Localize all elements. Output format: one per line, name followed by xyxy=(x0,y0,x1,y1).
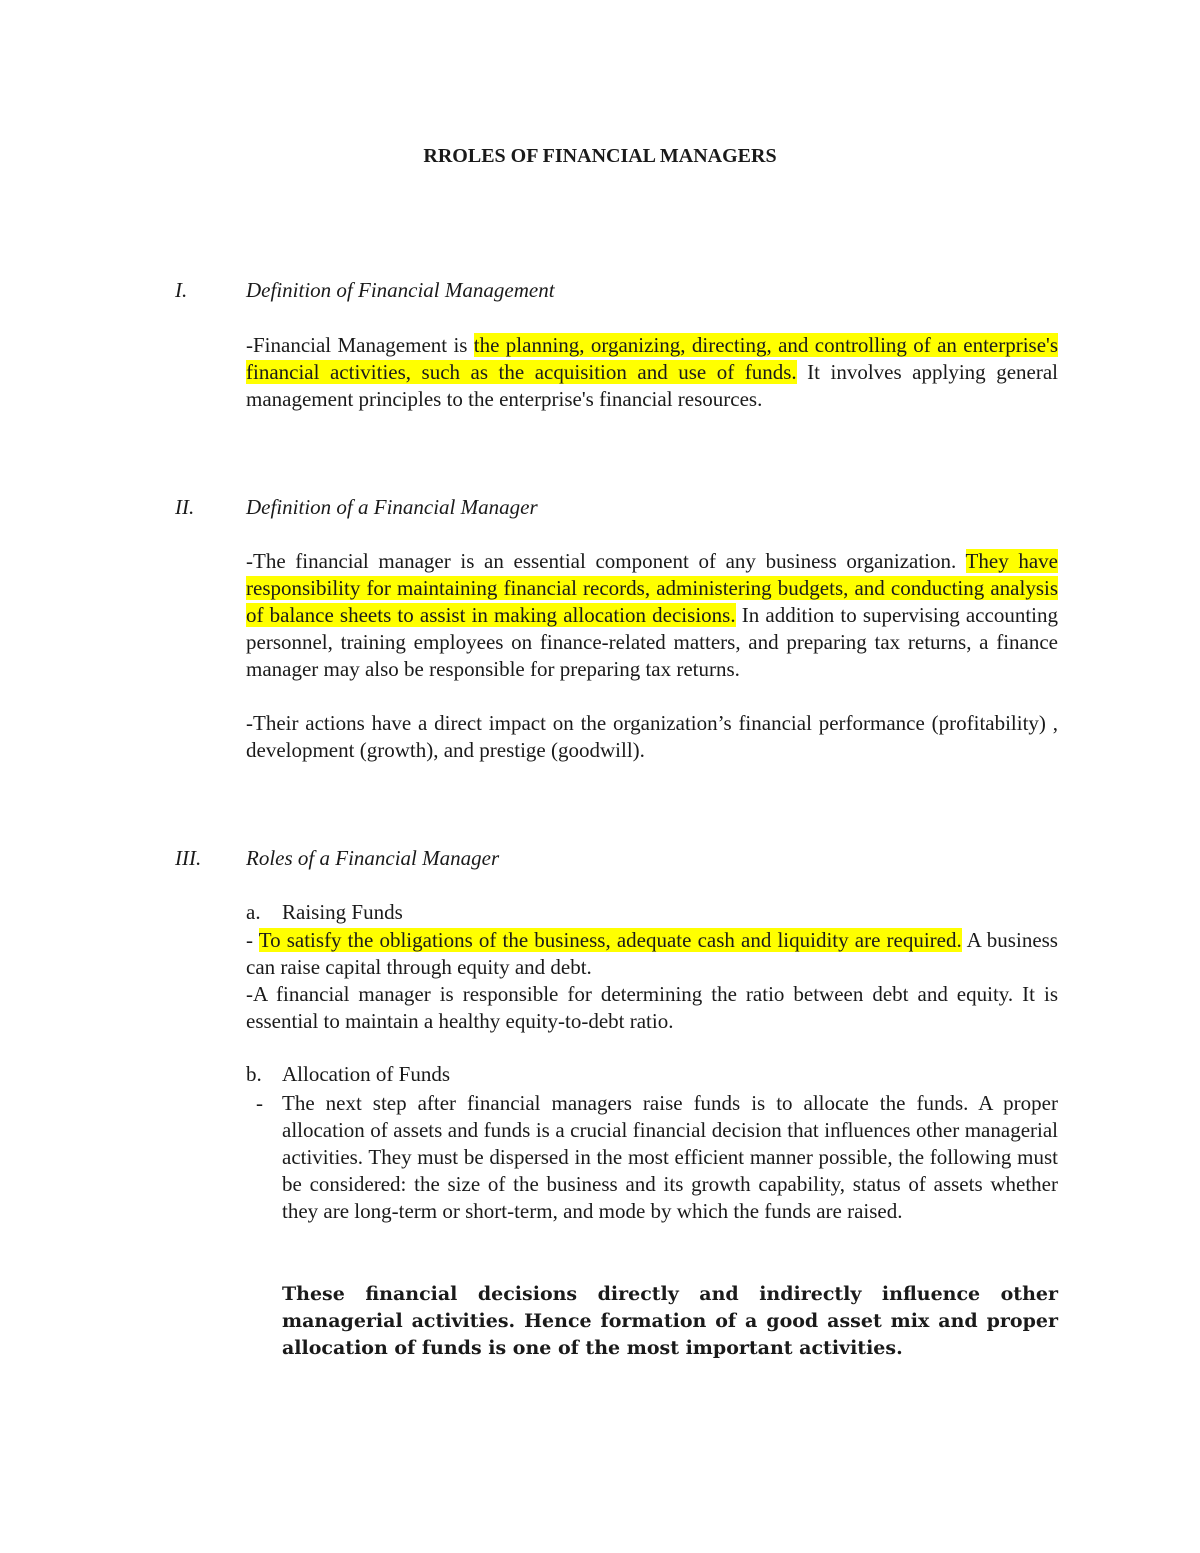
section-3-heading: Roles of a Financial Manager xyxy=(246,846,500,870)
item-b-bullet xyxy=(246,1090,1058,1225)
item-a-text-post: A business can raise capital through equity and debt. xyxy=(246,928,1058,979)
section-2-highlight: They have responsibility for maintaining financial records, administering budgets, and conducting analysis of balance sheets to assist in making allocation decisions. xyxy=(246,549,1058,627)
item-a-paragraph-2: -A financial manager is responsible for determining the ratio between debt and equity. It is essential to maintain a healthy equity-to-debt ratio. xyxy=(246,982,1058,1033)
section-1-text-pre: -Financial Management is xyxy=(246,333,474,357)
item-a-title: Raising Funds xyxy=(282,900,403,924)
item-a-text-pre: - xyxy=(246,928,259,952)
item-a-label: a. xyxy=(246,900,261,924)
item-b-title: Allocation of Funds xyxy=(282,1062,450,1086)
section-3-number: III. xyxy=(175,846,202,870)
section-2-text-pre: -The financial manager is an essential component of any business organization. xyxy=(246,549,966,573)
item-b-label: b. xyxy=(246,1062,262,1086)
item-a-paragraph xyxy=(246,927,1058,981)
section-2-number: II. xyxy=(175,495,195,519)
section-1-heading: Definition of Financial Management xyxy=(246,278,555,302)
section-1-text-post: It involves applying general management principles to the enterprise's financial resources. xyxy=(246,360,1058,411)
section-2-heading: Definition of a Financial Manager xyxy=(246,495,538,519)
section-2-text-post: In addition to supervising accounting personnel, training employees on finance-related matters, and preparing tax returns, a finance manager may also be responsible for preparing tax returns. xyxy=(246,603,1058,681)
document-title: RROLES OF FINANCIAL MANAGERS xyxy=(423,145,777,167)
section-2-paragraph xyxy=(246,548,1058,683)
item-b-dash: - xyxy=(256,1091,263,1115)
item-b-body: The next step after financial managers raise funds is to allocate the funds. A proper allocation of assets and funds is a crucial financial decision that influences other managerial activities. They must be dispersed in the most efficient manner possible, the following must be considered: the size of the business and its growth capability, status of assets whether they are long-term or short-term, and mode by which the funds are raised. xyxy=(282,1091,1058,1223)
item-b-bold-paragraph: These financial decisions directly and indirectly influence other managerial activities. Hence formation of a good asset mix and proper allocation of funds is one of the most important activities. xyxy=(282,1283,1058,1359)
item-a-highlight: To satisfy the obligations of the business, adequate cash and liquidity are required. xyxy=(258,928,962,952)
section-1-highlight: the planning, organizing, directing, and controlling of an enterprise's financial activities, such as the acquisition and use of funds. xyxy=(246,333,1058,384)
section-1-paragraph xyxy=(246,332,1058,413)
section-2-paragraph-2: -Their actions have a direct impact on the organization’s financial performance (profitability) , development (growth), and prestige (goodwill). xyxy=(246,711,1058,762)
section-1-number: I. xyxy=(175,278,188,302)
